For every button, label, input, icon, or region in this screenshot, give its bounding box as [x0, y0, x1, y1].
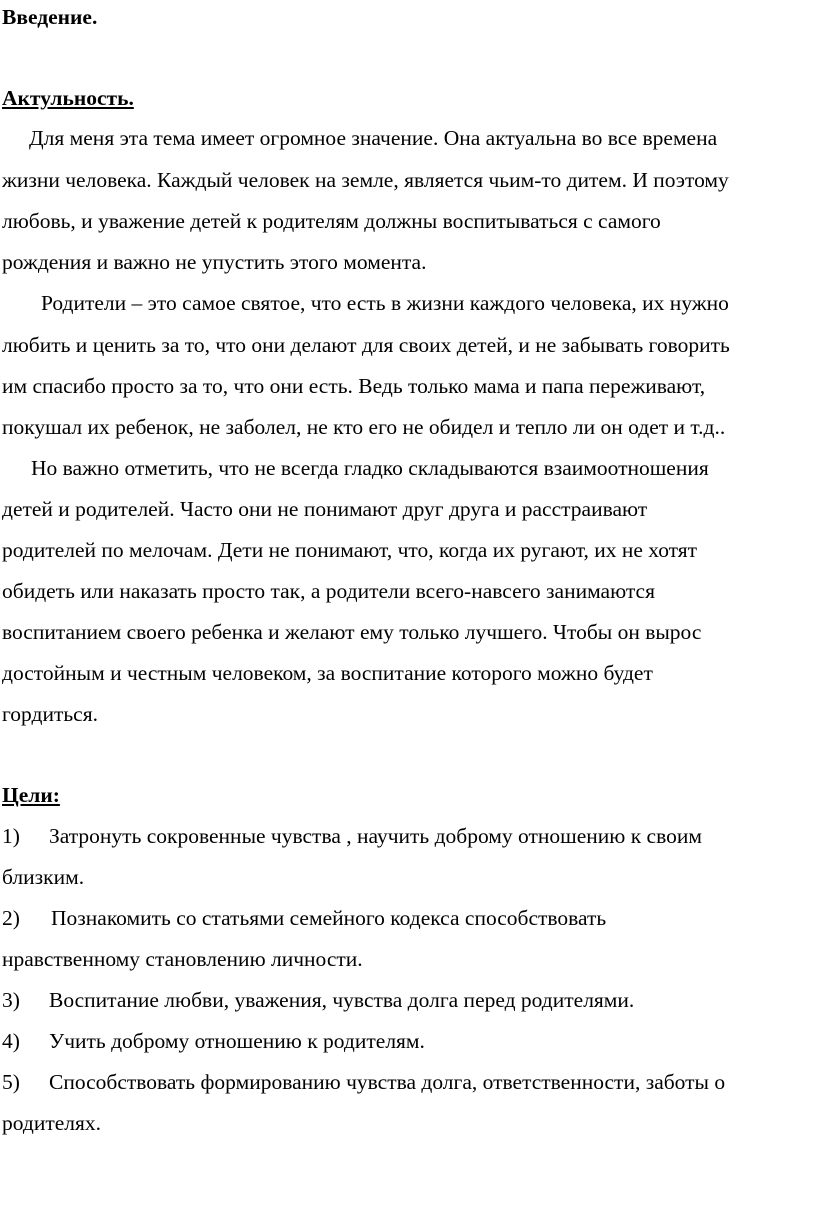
list-item-text: Познакомить со статьями семейного кодекса способствовать [51, 906, 607, 930]
text-line: детей и родителей. Часто они не понимают друг друга и расстраивают [2, 497, 648, 521]
text-line: любовь, и уважение детей к родителям должны воспитываться с самого [2, 209, 661, 233]
list-item-text: Учить доброму отношению к родителям. [49, 1029, 425, 1053]
text-line: родителей по мелочам. Дети не понимают, что, когда их ругают, их не хотят [2, 538, 698, 562]
list-item-text: близким. [2, 865, 85, 889]
list-item-text: Воспитание любви, уважения, чувства долга перед родителями. [49, 988, 635, 1012]
text-line: рождения и важно не упустить этого момента. [2, 250, 427, 274]
text-line: достойным и честным человеком, за воспитание которого можно будет [2, 661, 653, 685]
list-item-number: 3) [2, 988, 20, 1012]
text-line: покушал их ребенок, не заболел, не кто его не обидел и тепло ли он одет и т.д.. [2, 415, 726, 439]
list-item-number: 2) [2, 906, 20, 930]
text-line: Но важно отметить, что не всегда гладко складываются взаимоотношения [31, 456, 709, 480]
list-item-number: 5) [2, 1070, 20, 1094]
text-line: жизни человека. Каждый человек на земле, является чьим-то дитем. И поэтому [2, 168, 729, 192]
heading-introduction: Введение. [2, 5, 98, 29]
text-line: воспитанием своего ребенка и желают ему только лучшего. Чтобы он вырос [2, 620, 702, 644]
text-line: Для меня эта тема имеет огромное значение. Она актуальна во все времена [29, 126, 718, 150]
text-line: гордиться. [2, 702, 98, 726]
list-item-number: 4) [2, 1029, 20, 1053]
text-line: Родители – это самое святое, что есть в жизни каждого человека, их нужно [41, 291, 729, 315]
list-item-text: Затронуть сокровенные чувства , научить доброму отношению к своим [49, 824, 702, 848]
heading-relevance: Актульность. [2, 86, 134, 110]
text-line: обидеть или наказать просто так, а родители всего-навсего занимаются [2, 579, 655, 603]
text-line: любить и ценить за то, что они делают для своих детей, и не забывать говорить [2, 333, 730, 357]
list-item-number: 1) [2, 824, 20, 848]
text-line: им спасибо просто за то, что они есть. Ведь только мама и папа переживают, [2, 374, 706, 398]
list-item-text: родителях. [2, 1111, 102, 1135]
list-item-text: нравственному становлению личности. [2, 947, 363, 971]
list-item-text: Способствовать формированию чувства долга, ответственности, заботы о [49, 1070, 726, 1094]
heading-goals: Цели: [2, 783, 60, 807]
